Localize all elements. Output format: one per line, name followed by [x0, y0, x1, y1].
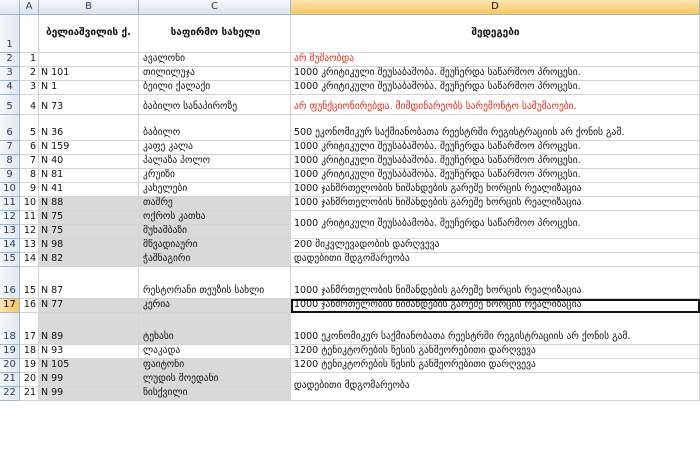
street-number-cell[interactable]: N 1 [39, 81, 139, 95]
street-number-cell[interactable]: N 93 [39, 345, 139, 359]
row-number-cell[interactable]: 20 [20, 373, 39, 387]
business-name-cell[interactable]: ლაკადა [139, 345, 291, 359]
result-cell[interactable]: 1000 კრიტიკული შეუსაბამობა. შეუჩერდა საწარმოო პროცესი. [291, 81, 700, 95]
result-cell[interactable]: 200 მიკვლევადობის დარღვევა [291, 239, 700, 253]
row-number-cell[interactable]: 11 [20, 211, 39, 225]
row-number-cell[interactable]: 19 [20, 359, 39, 373]
row-header[interactable]: 17 [0, 299, 20, 313]
result-cell[interactable]: დადებითი მდგომარეობა [291, 253, 700, 267]
result-cell[interactable]: 1000 ეკონომიკურ საქმიანობათა რეესტრში რეგისტრაციის არ ქონის გამ. [291, 313, 700, 345]
street-number-cell[interactable]: N 82 [39, 253, 139, 267]
row-header[interactable]: 21 [0, 373, 20, 387]
row-number-cell[interactable]: 1 [20, 53, 39, 67]
street-number-cell[interactable]: N 98 [39, 239, 139, 253]
row-header[interactable]: 5 [0, 95, 20, 115]
row-number-cell[interactable]: 12 [20, 225, 39, 239]
row-number-cell[interactable]: 17 [20, 313, 39, 345]
business-name-cell[interactable]: ლუდის მოედანი [139, 373, 291, 387]
business-name-cell[interactable]: ბაბილო [139, 115, 291, 141]
street-number-cell[interactable]: N 36 [39, 115, 139, 141]
result-cell[interactable]: არ მუშაობდა [291, 53, 700, 67]
row-number-cell[interactable]: 10 [20, 197, 39, 211]
row-number-cell[interactable]: 6 [20, 141, 39, 155]
street-number-cell[interactable] [39, 53, 139, 67]
row-header[interactable]: 4 [0, 81, 20, 95]
row-header[interactable]: 10 [0, 183, 20, 197]
street-number-cell[interactable]: N 101 [39, 67, 139, 81]
row-number-cell[interactable]: 9 [20, 183, 39, 197]
street-number-cell[interactable]: N 87 [39, 267, 139, 299]
row-header[interactable]: 8 [0, 155, 20, 169]
row-header[interactable]: 20 [0, 359, 20, 373]
street-number-cell[interactable]: N 75 [39, 225, 139, 239]
column-header-b[interactable]: B [39, 0, 139, 15]
row-header[interactable]: 16 [0, 267, 20, 299]
row-number-cell[interactable]: 21 [20, 387, 39, 401]
street-number-cell[interactable]: N 73 [39, 95, 139, 115]
header-business-name[interactable]: საფირმო სახელი [139, 15, 291, 53]
row-header[interactable]: 19 [0, 345, 20, 359]
street-number-cell[interactable]: N 105 [39, 359, 139, 373]
row-number-cell[interactable]: 2 [20, 67, 39, 81]
business-name-cell[interactable]: მწვადიაური [139, 239, 291, 253]
row-header[interactable]: 6 [0, 115, 20, 141]
street-number-cell[interactable]: N 77 [39, 299, 139, 313]
street-number-cell[interactable]: N 89 [39, 313, 139, 345]
business-name-cell[interactable]: თაშრე [139, 197, 291, 211]
result-cell[interactable]: 1000 ჯანმრთელობის ნიშანდების გარეშე ხორცის რეალიზაცია [291, 183, 700, 197]
row-header[interactable]: 1 [0, 15, 20, 53]
column-header-d[interactable]: D [291, 0, 700, 15]
street-number-cell[interactable]: N 99 [39, 373, 139, 387]
result-cell[interactable]: არ ფუნქციონირებდა. მიმდინარეობს სარემონტო სამუშაოები. [291, 95, 700, 115]
row-header[interactable]: 7 [0, 141, 20, 155]
row-number-cell[interactable]: 16 [20, 299, 39, 313]
row-number-cell[interactable]: 13 [20, 239, 39, 253]
row-number-cell[interactable]: 8 [20, 169, 39, 183]
street-number-cell[interactable]: N 40 [39, 155, 139, 169]
result-cell[interactable]: 500 ეკონომიკურ საქმიანობათა რეესტრში რეგისტრაციის არ ქონის გამ. [291, 115, 700, 141]
result-cell[interactable]: 1000 ჯანმრთელობის ნიშანდების გარეშე ხორცის რეალიზაცია [291, 267, 700, 299]
business-name-cell[interactable]: წისქვილი [139, 387, 291, 401]
business-name-cell[interactable]: თილილუჯა [139, 67, 291, 81]
business-name-cell[interactable]: კახელები [139, 183, 291, 197]
row-header[interactable]: 22 [0, 387, 20, 401]
business-name-cell[interactable]: მუხამბაზი [139, 225, 291, 239]
row-number-cell[interactable]: 7 [20, 155, 39, 169]
result-cell[interactable]: 1000 კრიტიკული შეუსაბამობა. შეუჩერდა საწარმოო პროცესი. [291, 67, 700, 81]
row-number-cell[interactable]: 15 [20, 267, 39, 299]
street-number-cell[interactable]: N 81 [39, 169, 139, 183]
business-name-cell[interactable]: პალაზა პოლო [139, 155, 291, 169]
column-header-a[interactable]: A [20, 0, 39, 15]
business-name-cell[interactable]: ბაბილო სანაპიროზე [139, 95, 291, 115]
header-results[interactable]: შედეგები [291, 15, 700, 53]
business-name-cell[interactable]: ჭაშნაგირი [139, 253, 291, 267]
street-number-cell[interactable]: N 159 [39, 141, 139, 155]
header-street[interactable]: ბელიაშვილის ქ. [39, 15, 139, 53]
row-header[interactable]: 3 [0, 67, 20, 81]
business-name-cell[interactable]: ავალონი [139, 53, 291, 67]
result-cell[interactable]: 1000 კრიტიკული შეუსაბამობა. შეუჩერდა საწარმოო პროცესი. [291, 155, 700, 169]
row-number-cell[interactable]: 3 [20, 81, 39, 95]
street-number-cell[interactable]: N 41 [39, 183, 139, 197]
row-number-cell[interactable]: 18 [20, 345, 39, 359]
row-header[interactable]: 15 [0, 253, 20, 267]
row-number-cell[interactable]: 5 [20, 115, 39, 141]
business-name-cell[interactable]: ფაიტონი [139, 359, 291, 373]
street-number-cell[interactable]: N 75 [39, 211, 139, 225]
row-header[interactable]: 11 [0, 197, 20, 211]
street-number-cell[interactable]: N 99 [39, 387, 139, 401]
business-name-cell[interactable]: რესტორანი თეუზის სახლი [139, 267, 291, 299]
result-cell[interactable]: 1200 ტენიკტორების წესის განმეორებითი დარღვევა [291, 345, 700, 359]
row-header[interactable]: 12 [0, 211, 20, 225]
row-header[interactable]: 18 [0, 313, 20, 345]
result-cell-merged[interactable]: დადებითი მდგომარეობა [291, 373, 700, 401]
business-name-cell[interactable]: ოქროს კათხა [139, 211, 291, 225]
result-cell[interactable]: 1000 კრიტიკული შეუსაბამობა. შეუჩერდა საწარმოო პროცესი. [291, 169, 700, 183]
business-name-cell[interactable]: ბეილი ქალაქი [139, 81, 291, 95]
street-number-cell[interactable]: N 88 [39, 197, 139, 211]
business-name-cell[interactable]: კაფე კალა [139, 141, 291, 155]
row-header[interactable]: 13 [0, 225, 20, 239]
result-cell[interactable]: 1000 კრიტიკული შეუსაბამობა. შეუჩერდა საწარმოო პროცესი. [291, 141, 700, 155]
result-cell[interactable]: 1000 ჯანმრთელობის ნიშანდების გარეშე ხორცის რეალიზაცია [291, 197, 700, 211]
result-cell-merged[interactable]: 1000 კრიტიკული შეუსაბამობა. შეუჩერდა საწარმოო პროცესი. [291, 211, 700, 239]
select-all-corner[interactable] [0, 0, 20, 15]
row-number-cell[interactable]: 4 [20, 95, 39, 115]
row-header[interactable]: 2 [0, 53, 20, 67]
business-name-cell[interactable]: კერია [139, 299, 291, 313]
cell-a1[interactable] [20, 15, 39, 53]
business-name-cell[interactable]: ტეხასი [139, 313, 291, 345]
result-cell[interactable]: 1200 ტენიკტორების წესის განმეორებითი დარღვევა [291, 359, 700, 373]
row-number-cell[interactable]: 14 [20, 253, 39, 267]
active-cell[interactable]: 1000 ჯანმრთელობის ნიშანდების გარეშე ხორცის რეალიზაცია [291, 299, 700, 313]
row-header[interactable]: 14 [0, 239, 20, 253]
column-header-c[interactable]: C [139, 0, 291, 15]
row-header[interactable]: 9 [0, 169, 20, 183]
business-name-cell[interactable]: კრუიზი [139, 169, 291, 183]
